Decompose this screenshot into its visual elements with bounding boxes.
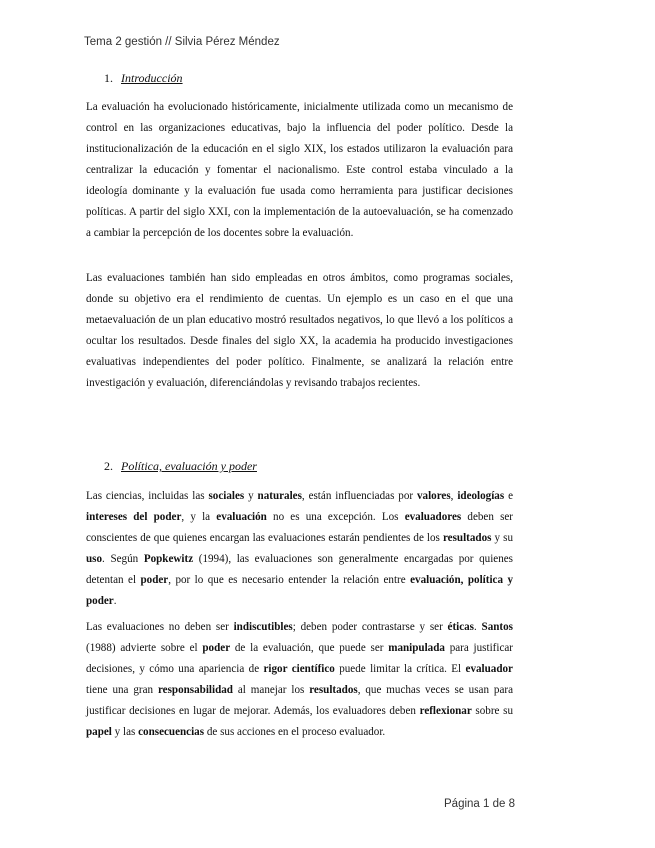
- bold-term: ideologías: [457, 490, 505, 502]
- text-run: .: [113, 595, 117, 607]
- page-header: Tema 2 gestión // Silvia Pérez Méndez: [84, 36, 280, 48]
- text-run: al manejar los: [232, 684, 310, 696]
- paragraph: [86, 617, 513, 743]
- bold-term: responsabilidad: [157, 684, 233, 696]
- bold-term: resultados: [309, 684, 358, 696]
- bold-term: intereses del poder: [86, 511, 182, 523]
- bold-term: rigor científico: [263, 663, 335, 675]
- section-heading-politica: [104, 459, 257, 474]
- text-run: puede limitar la crítica. El: [334, 663, 466, 675]
- text-run: de sus acciones en el proceso evaluador.: [204, 726, 386, 738]
- bold-term: Popkewitz: [143, 553, 194, 565]
- text-run: , que muchas veces se usan para justificar decisiones en lugar de mejorar. Además, los evaluadores deben: [86, 684, 513, 717]
- bold-term: poder: [140, 574, 169, 586]
- text-run: tiene una gran: [86, 684, 158, 696]
- bold-term: evaluadores: [404, 511, 462, 523]
- text-run: sobre su: [471, 705, 513, 717]
- bold-term: manipulada: [388, 642, 445, 654]
- bold-term: sociales: [208, 490, 245, 502]
- text-run: La evaluación ha evolucionado históricamente, inicialmente utilizada como un mecanismo de control en las organizaciones educativas, bajo la influencia del poder político. Desde la institucionalización de la educación en el siglo XIX, los estados utilizaron la evaluación para centralizar la educación y fomentar el nacionalismo. Este control estaba vinculado a la ideología dominante y la evaluación fue usada como herramienta para justificar decisiones políticas. A partir del siglo XXI, con la implementación de la autoevaluación, se ha comenzado a cambiar la percepción de los docentes sobre la evaluación.: [86, 101, 513, 239]
- paragraph: [86, 268, 513, 394]
- bold-term: evaluación, política y poder: [86, 574, 513, 607]
- text-run: (1988) advierte sobre el: [86, 642, 203, 654]
- text-run: Las ciencias, incluidas las: [86, 490, 209, 502]
- text-run: deben ser conscientes de que quienes encargan las evaluaciones estarán pendientes de los: [86, 511, 514, 544]
- bold-term: Santos: [481, 621, 513, 633]
- bold-term: reflexionar: [419, 705, 472, 717]
- bold-term: resultados: [442, 532, 492, 544]
- section-heading-introduccion: [104, 71, 183, 86]
- section-number: 2.: [104, 459, 113, 473]
- section-number: 1.: [104, 71, 113, 85]
- text-run: no es una excepción. Los: [266, 511, 405, 523]
- text-run: ,: [450, 490, 458, 502]
- bold-term: indiscutibles: [233, 621, 293, 633]
- text-run: .: [474, 621, 482, 633]
- bold-term: poder: [202, 642, 231, 654]
- bold-term: evaluación: [216, 511, 267, 523]
- section-title: Política, evaluación y poder: [121, 459, 257, 473]
- text-run: de la evaluación, que puede ser: [230, 642, 389, 654]
- bold-term: uso: [86, 553, 103, 565]
- text-run: , están influenciadas por: [301, 490, 417, 502]
- text-run: , por lo que es necesario entender la relación entre: [168, 574, 411, 586]
- text-run: para justificar decisiones, y cómo una apariencia de: [86, 642, 513, 675]
- paragraph: [86, 486, 513, 612]
- bold-term: papel: [86, 726, 112, 738]
- text-run: ; deben poder contrastarse y ser: [292, 621, 448, 633]
- text-run: . Según: [102, 553, 144, 565]
- bold-term: consecuencias: [138, 726, 205, 738]
- bold-term: éticas: [447, 621, 475, 633]
- bold-term: valores: [416, 490, 451, 502]
- bold-term: naturales: [257, 490, 302, 502]
- text-run: , y la: [181, 511, 217, 523]
- page-number: Página 1 de 8: [444, 798, 515, 810]
- text-run: Las evaluaciones no deben ser: [86, 621, 234, 633]
- bold-term: evaluador: [465, 663, 513, 675]
- text-run: e: [504, 490, 514, 502]
- text-run: y las: [111, 726, 139, 738]
- text-run: (1994), las evaluaciones son generalmente encargadas por quienes detentan el: [86, 553, 513, 586]
- text-run: y: [244, 490, 258, 502]
- paragraph: [86, 97, 513, 244]
- text-run: Las evaluaciones también han sido empleadas en otros ámbitos, como programas sociales, donde su objetivo era el rendimiento de cuentas. Un ejemplo es un caso en el que una metaevaluación de un plan educativo mostró resultados negativos, lo que llevó a los políticos a ocultar los resultados. Desde finales del siglo XX, la academia ha producido investigaciones evaluativas independientes del poder político. Finalmente, se analizará la relación entre investigación y evaluación, diferenciándolas y revisando trabajos recientes.: [86, 272, 513, 389]
- text-run: y su: [491, 532, 513, 544]
- section-title: Introducción: [121, 71, 183, 85]
